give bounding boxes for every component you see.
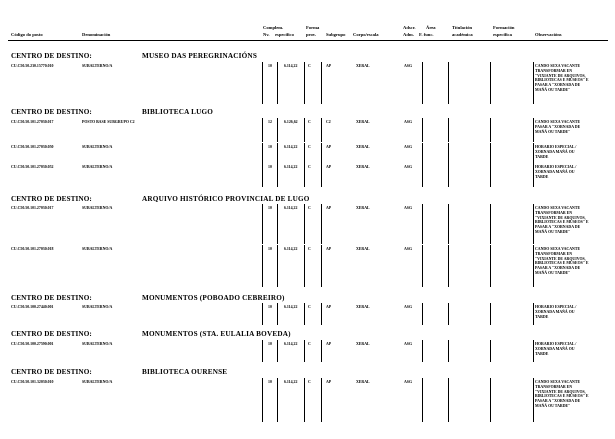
row-nivel: 10 <box>268 247 272 251</box>
column-divider <box>490 204 491 244</box>
row-denominacion: SUBALTERNO/A <box>82 165 113 169</box>
header-func: F. func. <box>419 32 434 37</box>
column-divider <box>304 62 305 104</box>
row-observacions: CANDO SEXA VACANTE TRANSFORMAR EN "VIXIANTE DE ARQUIVOS, BIBLIOTECAS E MUSEOS" E PASAR A "XORNADA DE MAÑÁ OU TARDE" <box>535 206 589 234</box>
column-divider <box>321 378 322 422</box>
row-code: CU.C50.50.230.15770.010 <box>11 64 54 68</box>
column-divider <box>490 163 491 187</box>
header-corpo: Corpo/escala <box>353 32 379 37</box>
row-observacions: CANDO SEXA VACANTE TRANSFORMAR EN "VIXIANTE DE ARQUIVOS, BIBLIOTECAS E MUSEOS" E PASAR A "XORNADA DE MAÑÁ OU TARDE" <box>535 247 589 275</box>
row-denominacion: SUBALTERNO/A <box>82 64 113 68</box>
column-divider <box>262 378 263 422</box>
row-code: CU.C50.50.101.32030.010 <box>11 380 54 384</box>
column-divider <box>533 340 534 362</box>
row-adscr: ASG <box>404 342 412 346</box>
column-divider <box>321 245 322 287</box>
column-divider <box>321 204 322 244</box>
column-divider <box>321 303 322 325</box>
section-title: BIBLIOTECA OURENSE <box>142 368 228 376</box>
row-complemento: 6.114,22 <box>284 206 298 210</box>
header-denominacion: Denominación <box>82 32 111 37</box>
row-observacions: CANDO SEXA VACANTE TRANSFORMAR EN "VIXIANTE DE ARQUIVOS, BIBLIOTECAS E MUSEOS" E PASAR A "XORNADA DE MAÑÁ OU TARDE" <box>535 64 589 92</box>
row-observacions: HORARIO ESPECIAL / XORNADA MAÑÁ OU TARDE <box>535 165 577 179</box>
header-area: Área <box>426 25 436 30</box>
column-divider <box>277 340 278 362</box>
column-divider <box>277 245 278 287</box>
row-corpo: XERAL <box>356 305 370 309</box>
row-observacions: HORARIO ESPECIAL / XORNADA MAÑÁ OU TARDE <box>535 342 577 356</box>
row-adscr: ASG <box>404 120 412 124</box>
section-title: MONUMENTOS (STA. EULALIA BOVEDA) <box>142 330 291 338</box>
section-label: CENTRO DE DESTINO: <box>11 52 92 60</box>
section-label: CENTRO DE DESTINO: <box>11 330 92 338</box>
row-denominacion: SUBALTERNO/A <box>82 380 113 384</box>
header-observacions: Observacións <box>535 32 562 37</box>
column-divider <box>262 245 263 287</box>
row-code: CU.C50.50.101.27030.018 <box>11 247 54 251</box>
column-divider <box>448 378 449 422</box>
row-denominacion: SUBALTERNO/A <box>82 342 113 346</box>
row-denominacion: SUBALTERNO/A <box>82 305 113 309</box>
row-forma: C <box>308 305 311 309</box>
column-divider <box>448 245 449 287</box>
column-divider <box>422 303 423 325</box>
row-nivel: 10 <box>268 206 272 210</box>
row-subgrupo: AP <box>326 145 332 149</box>
column-divider <box>304 378 305 422</box>
header-niv: Nv. <box>263 32 270 37</box>
column-divider <box>304 245 305 287</box>
row-subgrupo: C2 <box>326 120 331 124</box>
column-divider <box>277 303 278 325</box>
row-nivel: 10 <box>268 305 272 309</box>
row-subgrupo: AP <box>326 165 332 169</box>
row-complemento: 6.126,62 <box>284 120 298 124</box>
row-nivel: 12 <box>268 120 272 124</box>
column-divider <box>422 163 423 187</box>
column-divider <box>321 163 322 187</box>
row-forma: C <box>308 206 311 210</box>
header-adscr: Adscr. <box>403 25 416 30</box>
column-divider <box>422 118 423 142</box>
header-especifico: específico <box>275 32 294 37</box>
column-divider <box>262 62 263 104</box>
row-adscr: ASG <box>404 206 412 210</box>
column-divider <box>262 204 263 244</box>
column-divider <box>448 303 449 325</box>
column-divider <box>277 118 278 142</box>
section-label: CENTRO DE DESTINO: <box>11 368 92 376</box>
row-subgrupo: AP <box>326 247 332 251</box>
row-adscr: ASG <box>404 247 412 251</box>
row-forma: C <box>308 64 311 68</box>
column-divider <box>490 245 491 287</box>
row-subgrupo: AP <box>326 206 332 210</box>
row-complemento: 6.114,22 <box>284 145 298 149</box>
row-complemento: 6.114,22 <box>284 380 298 384</box>
row-corpo: XERAL <box>356 380 370 384</box>
row-forma: C <box>308 247 311 251</box>
row-corpo: XERAL <box>356 120 370 124</box>
row-complemento: 6.114,22 <box>284 305 298 309</box>
row-observacions: HORARIO ESPECIAL / XORNADA MAÑÁ OU TARDE <box>535 305 577 319</box>
row-nivel: 10 <box>268 165 272 169</box>
row-forma: C <box>308 380 311 384</box>
row-denominacion: SUBALTERNO/A <box>82 247 113 251</box>
column-divider <box>448 340 449 362</box>
row-observacions: CANDO SEXA VACANTE PASAR A "XORNADA DE MAÑÁ OU TARDE" <box>535 120 581 134</box>
column-divider <box>321 340 322 362</box>
row-forma: C <box>308 342 311 346</box>
column-divider <box>448 163 449 187</box>
column-divider <box>422 245 423 287</box>
column-divider <box>277 62 278 104</box>
section-title: BIBLIOTECA LUGO <box>142 108 214 116</box>
column-divider <box>262 118 263 142</box>
column-divider <box>490 378 491 422</box>
header-formacion: Formación <box>493 25 515 30</box>
column-divider <box>304 340 305 362</box>
row-corpo: XERAL <box>356 64 370 68</box>
column-divider <box>262 340 263 362</box>
column-divider <box>533 204 534 244</box>
column-divider <box>304 303 305 325</box>
column-divider <box>422 204 423 244</box>
column-divider <box>422 340 423 362</box>
column-divider <box>262 303 263 325</box>
row-code: CU.C50.50.101.27030.050 <box>11 145 54 149</box>
row-complemento: 6.114,22 <box>284 342 298 346</box>
row-adscr: ASG <box>404 64 412 68</box>
row-complemento: 6.114,22 <box>284 165 298 169</box>
column-divider <box>422 378 423 422</box>
row-corpo: XERAL <box>356 145 370 149</box>
section-title: ARQUIVO HISTÓRICO PROVINCIAL DE LUGO <box>142 195 310 203</box>
row-code: CU.C50.50.100.27440.001 <box>11 305 54 309</box>
column-divider <box>533 303 534 325</box>
row-code: CU.C50.50.100.27590.001 <box>11 342 54 346</box>
row-subgrupo: AP <box>326 380 332 384</box>
section-label: CENTRO DE DESTINO: <box>11 108 92 116</box>
row-nivel: 10 <box>268 380 272 384</box>
header-academica: académica <box>452 32 473 37</box>
column-divider <box>533 378 534 422</box>
row-adscr: ASG <box>404 380 412 384</box>
column-divider <box>304 204 305 244</box>
header-complem: Complem. <box>263 25 284 30</box>
row-adscr: ASG <box>404 165 412 169</box>
header-rule <box>8 40 608 41</box>
row-code: CU.C50.50.101.27030.052 <box>11 165 54 169</box>
column-divider <box>321 62 322 104</box>
row-observacions: CANDO SEXA VACANTE TRANSFORMAR EN "VIXIANTE DE ARQUIVOS, BIBLIOTECAS E MUSEOS" E PASAR A "XORNADA DE MAÑÁ OU TARDE" <box>535 380 589 408</box>
row-forma: C <box>308 145 311 149</box>
column-divider <box>422 62 423 104</box>
row-nivel: 10 <box>268 145 272 149</box>
row-nivel: 10 <box>268 64 272 68</box>
section-title: MUSEO DAS PEREGRINACIÓNS <box>142 52 258 60</box>
header-titulacion: Titulación <box>452 25 473 30</box>
row-code: CU.C50.50.101.27030.017 <box>11 120 54 124</box>
section-label: CENTRO DE DESTINO: <box>11 294 92 302</box>
row-nivel: 10 <box>268 342 272 346</box>
section-label: CENTRO DE DESTINO: <box>11 195 92 203</box>
row-subgrupo: AP <box>326 305 332 309</box>
column-divider <box>533 118 534 142</box>
row-corpo: XERAL <box>356 342 370 346</box>
section-title: MONUMENTOS (POBOADO CEBREIRO) <box>142 294 285 302</box>
row-denominacion: SUBALTERNO/A <box>82 206 113 210</box>
column-divider <box>490 118 491 142</box>
row-forma: C <box>308 165 311 169</box>
column-divider <box>533 245 534 287</box>
column-divider <box>490 62 491 104</box>
column-divider <box>262 163 263 187</box>
column-divider <box>448 118 449 142</box>
header-especifica: específica <box>493 32 512 37</box>
column-divider <box>490 303 491 325</box>
column-divider <box>321 118 322 142</box>
row-adscr: ASG <box>404 305 412 309</box>
column-divider <box>490 340 491 362</box>
column-divider <box>533 62 534 104</box>
row-complemento: 6.114,22 <box>284 247 298 251</box>
column-divider <box>304 118 305 142</box>
column-divider <box>533 163 534 187</box>
column-divider <box>277 163 278 187</box>
column-divider <box>448 204 449 244</box>
header-subgrupo: Subgrupo <box>326 32 346 37</box>
column-divider <box>277 204 278 244</box>
row-forma: C <box>308 120 311 124</box>
row-observacions: HORARIO ESPECIAL / XORNADA MAÑÁ OU TARDE <box>535 145 577 159</box>
header-prov: prov. <box>306 32 316 37</box>
column-divider <box>448 62 449 104</box>
row-adscr: ASG <box>404 145 412 149</box>
row-corpo: XERAL <box>356 165 370 169</box>
header-adm: Adm. <box>403 32 414 37</box>
row-denominacion: POSTO BASE SUBGRUPO C2 <box>82 120 135 124</box>
row-complemento: 6.114,22 <box>284 64 298 68</box>
header-forma: Forma <box>306 25 320 30</box>
row-corpo: XERAL <box>356 247 370 251</box>
row-denominacion: SUBALTERNO/A <box>82 145 113 149</box>
row-subgrupo: AP <box>326 342 332 346</box>
column-divider <box>304 163 305 187</box>
row-corpo: XERAL <box>356 206 370 210</box>
row-subgrupo: AP <box>326 64 332 68</box>
header-codigo: Código do posto <box>11 32 43 37</box>
row-code: CU.C50.50.101.27030.017 <box>11 206 54 210</box>
column-divider <box>277 378 278 422</box>
